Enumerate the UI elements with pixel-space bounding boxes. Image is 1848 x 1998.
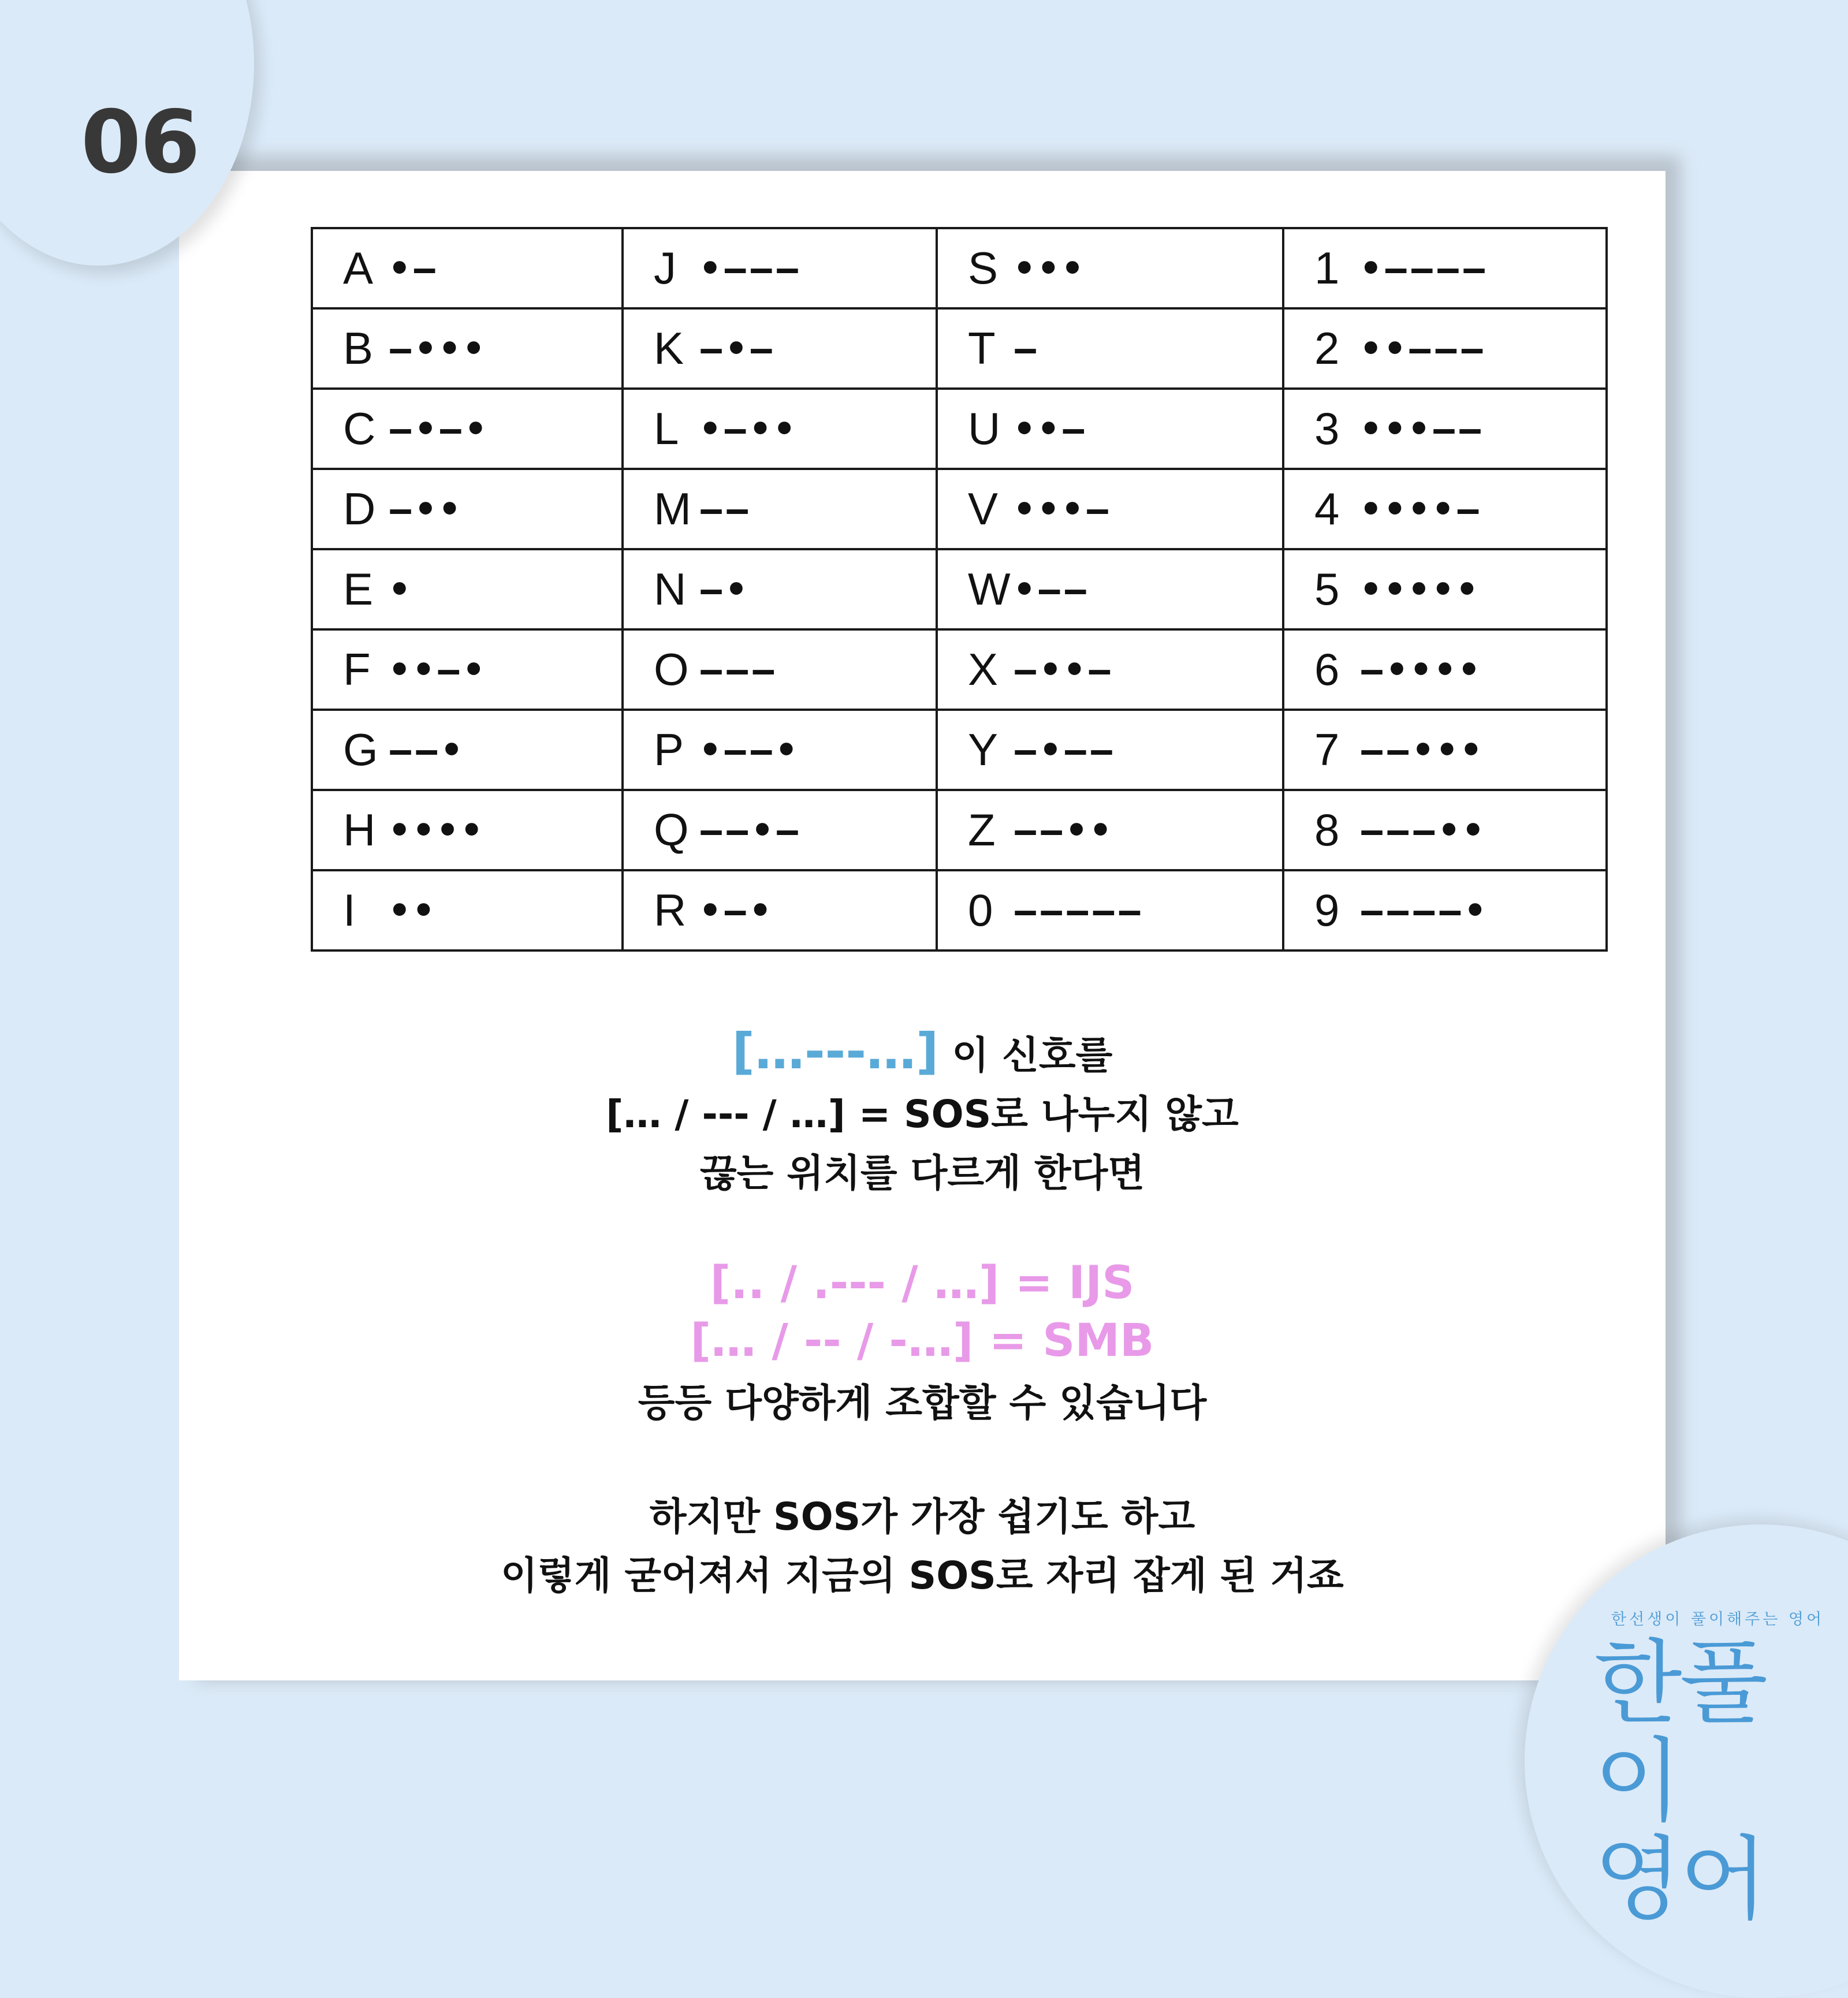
morse-code: ‒•••• <box>1359 648 1482 691</box>
morse-cell <box>312 790 623 870</box>
morse-code: •‒‒• <box>699 729 799 771</box>
morse-character: L <box>654 403 679 454</box>
morse-character: R <box>654 885 687 935</box>
morse-code: ‒•‒ <box>699 327 775 370</box>
morse-cell <box>623 629 937 710</box>
logo-subtitle: 한선생이 풀이해주는 영어 <box>1611 1611 1825 1628</box>
morse-cell <box>312 549 623 629</box>
morse-code: •‒‒ <box>1013 568 1089 610</box>
morse-character: 3 <box>1314 403 1340 454</box>
morse-cell <box>937 710 1283 790</box>
morse-cell <box>1283 710 1607 790</box>
morse-cell <box>1283 228 1607 308</box>
morse-cell <box>1283 790 1607 870</box>
morse-cell <box>937 790 1283 870</box>
example-ijs: [.. / .--- / …] = IJS <box>710 1257 1135 1309</box>
morse-character: X <box>968 644 998 695</box>
morse-cell <box>937 469 1283 549</box>
table-row <box>312 629 1607 710</box>
morse-cell <box>312 389 623 469</box>
morse-cell <box>1283 389 1607 469</box>
conclusion-text <box>179 1488 1666 1605</box>
morse-character: 0 <box>968 885 993 935</box>
morse-character: Z <box>968 804 996 855</box>
morse-code: •••• <box>388 809 485 851</box>
morse-code: •‒‒‒ <box>699 247 802 289</box>
logo-line-2: 영어 <box>1594 1826 1766 1933</box>
morse-code: ‒‒‒‒• <box>1359 889 1488 931</box>
morse-cell <box>937 870 1283 950</box>
morse-character: 9 <box>1314 885 1340 935</box>
morse-character: 5 <box>1314 564 1340 614</box>
morse-cell <box>1283 549 1607 629</box>
morse-character: W <box>968 564 1011 614</box>
morse-cell <box>312 228 623 308</box>
morse-cell <box>312 710 623 790</box>
logo-line-1: 한풀이 <box>1594 1630 1766 1835</box>
table-row <box>312 308 1607 389</box>
morse-cell <box>623 790 937 870</box>
morse-cell <box>937 629 1283 710</box>
morse-character: J <box>654 243 676 293</box>
morse-cell <box>623 228 937 308</box>
morse-cell <box>937 549 1283 629</box>
example-smb: [… / -- / -…] = SMB <box>690 1315 1154 1367</box>
morse-code: •‒• <box>699 889 773 931</box>
morse-character: 6 <box>1314 644 1340 695</box>
morse-cell <box>937 389 1283 469</box>
morse-cell <box>623 308 937 389</box>
text-line-6: 이렇게 굳어져서 지금의 SOS로 자리 잡게 된 거죠 <box>501 1553 1344 1598</box>
morse-character: Y <box>968 724 998 775</box>
morse-code: ‒‒‒ <box>699 648 777 691</box>
morse-character: Q <box>654 804 689 855</box>
morse-code: ‒•‒‒ <box>1013 729 1116 771</box>
text-line-4: 등등 다양하게 조합할 수 있습니다 <box>638 1381 1207 1425</box>
morse-code: ‒‒• <box>388 729 464 771</box>
morse-character: V <box>968 483 998 534</box>
morse-cell <box>623 549 937 629</box>
morse-character: I <box>343 885 356 935</box>
morse-character: 7 <box>1314 724 1340 775</box>
morse-character: S <box>968 243 998 293</box>
table-row <box>312 389 1607 469</box>
morse-code: ‒‒‒•• <box>1359 809 1486 851</box>
text-line-1-rest: 이 신호를 <box>938 1033 1113 1078</box>
morse-code: ••‒ <box>1013 408 1087 450</box>
morse-code: ‒•‒• <box>388 408 489 450</box>
morse-character: F <box>343 644 371 695</box>
morse-character: 2 <box>1314 323 1340 374</box>
morse-cell <box>312 469 623 549</box>
morse-character: 4 <box>1314 483 1340 534</box>
table-row <box>312 549 1607 629</box>
morse-code: •• <box>388 889 437 931</box>
morse-character: A <box>343 243 374 293</box>
morse-character: P <box>654 724 684 775</box>
morse-code: ‒‒‒‒‒ <box>1013 889 1143 931</box>
morse-code: ‒‒••• <box>1359 729 1484 771</box>
morse-code: •••‒ <box>1013 488 1112 530</box>
morse-character: 8 <box>1314 804 1340 855</box>
morse-code: ‒••• <box>388 327 487 370</box>
page-number: 06 <box>81 92 199 193</box>
morse-code: •‒‒‒‒ <box>1359 247 1488 289</box>
morse-cell <box>623 469 937 549</box>
morse-character: T <box>968 323 996 374</box>
morse-character: U <box>968 403 1001 454</box>
morse-code: ••‒‒‒ <box>1359 327 1486 370</box>
table-row <box>312 469 1607 549</box>
morse-code: ‒‒•‒ <box>699 809 802 851</box>
morse-character: G <box>343 724 378 775</box>
morse-code: ‒‒•• <box>1013 809 1113 851</box>
morse-code: •‒ <box>388 247 438 289</box>
morse-character: D <box>343 483 376 534</box>
morse-cell <box>1283 469 1607 549</box>
morse-cell <box>623 389 937 469</box>
morse-code: ••••• <box>1359 568 1480 610</box>
table-row <box>312 790 1607 870</box>
morse-code-table <box>311 227 1608 952</box>
morse-character: K <box>654 323 684 374</box>
morse-code: ••‒• <box>388 648 487 691</box>
morse-code: ‒• <box>699 568 749 610</box>
morse-cell <box>623 710 937 790</box>
morse-code: ‒•• <box>388 488 463 530</box>
morse-character: 1 <box>1314 243 1340 293</box>
morse-cell <box>312 629 623 710</box>
morse-code: •••‒‒ <box>1359 408 1484 450</box>
morse-cell <box>623 870 937 950</box>
logo-wordmark <box>1594 1630 1790 1933</box>
signal-sequence: […---…] <box>732 1023 939 1080</box>
morse-code: ‒••‒ <box>1013 648 1113 691</box>
morse-cell <box>312 870 623 950</box>
morse-character: H <box>343 804 376 855</box>
morse-cell <box>1283 870 1607 950</box>
morse-character: O <box>654 644 689 695</box>
morse-code: •‒•• <box>699 408 798 450</box>
explanation-text <box>179 1022 1666 1203</box>
morse-code: ‒‒ <box>699 488 751 530</box>
text-line-3: 끊는 위치를 다르게 한다면 <box>699 1151 1145 1195</box>
morse-cell <box>312 308 623 389</box>
morse-code: ••• <box>1013 247 1085 289</box>
text-line-2: [… / --- / …] = SOS로 나누지 않고 <box>606 1092 1239 1136</box>
morse-cell <box>1283 629 1607 710</box>
morse-character: N <box>654 564 687 614</box>
morse-code: ••••‒ <box>1359 488 1482 530</box>
morse-character: M <box>654 483 691 534</box>
table-row <box>312 710 1607 790</box>
text-line-1 <box>179 1022 1666 1085</box>
table-row <box>312 870 1607 950</box>
morse-cell <box>937 308 1283 389</box>
table-row <box>312 228 1607 308</box>
morse-character: E <box>343 564 374 614</box>
text-line-5: 하지만 SOS가 가장 쉽기도 하고 <box>649 1494 1195 1539</box>
examples-block <box>179 1254 1666 1370</box>
combination-text <box>179 1374 1666 1432</box>
morse-cell <box>1283 308 1607 389</box>
morse-cell <box>937 228 1283 308</box>
morse-code: ‒ <box>1013 327 1040 370</box>
morse-character: C <box>343 403 376 454</box>
morse-character: B <box>343 323 374 374</box>
morse-code: • <box>388 568 412 610</box>
